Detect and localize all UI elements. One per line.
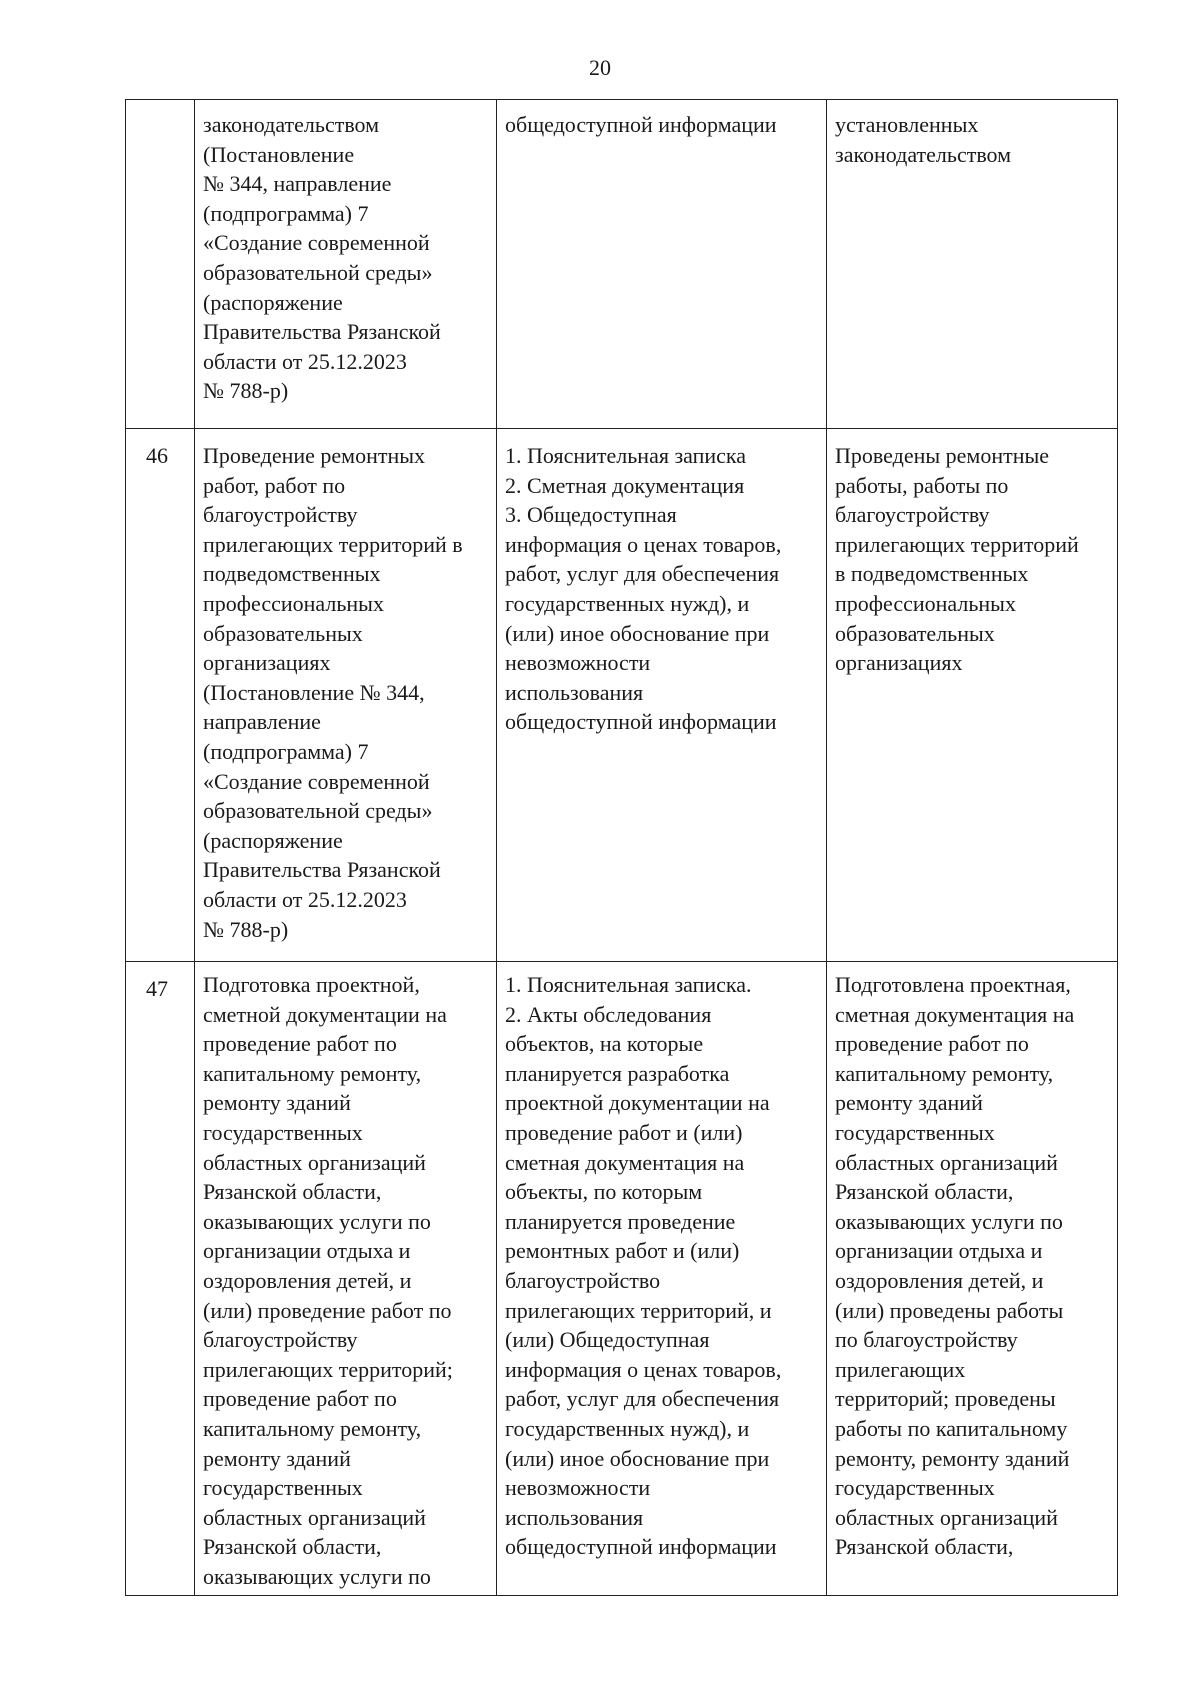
document-table: [125, 99, 1118, 1596]
documents-cell: 1. Пояснительная записка. 2. Акты обследования объектов, на которые планируется разработка проектной документации на проведение работ и (или) сметная документация на объекты, по которым планируется проведение ремонтных работ и (или) благоустройство прилегающих территорий, и (или) Общедоступная информация о ценах товаров, работ, услуг для обеспечения государственных нужд), и (или) иное обоснование при невозможности использования общедоступной информации: [497, 962, 827, 1596]
result-cell: установленных законодательством: [827, 100, 1118, 429]
activity-name-cell: Подготовка проектной, сметной документации на проведение работ по капитальному ремонту, ремонту зданий государственных областных организаций Рязанской области, оказывающих услуги по организации отдыха и оздоровления детей, и (или) проведение работ по благоустройству прилегающих территорий; проведение работ по капитальному ремонту, ремонту зданий государственных областных организаций Рязанской области, оказывающих услуги по: [195, 962, 497, 1596]
activity-name-cell: законодательством (Постановление № 344, направление (подпрограмма) 7 «Создание современной образовательной среды» (распоряжение Правительства Рязанской области от 25.12.2023 № 788-р): [195, 100, 497, 429]
row-number-cell: [126, 100, 195, 429]
documents-cell: общедоступной информации: [497, 100, 827, 429]
result-cell: Проведены ремонтные работы, работы по благоустройству прилегающих территорий в подведомственных профессиональных образовательных организациях: [827, 429, 1118, 962]
page-number: 20: [589, 55, 611, 80]
result-cell: Подготовлена проектная, сметная документация на проведение работ по капитальному ремонту, ремонту зданий государственных областных организаций Рязанской области, оказывающих услуги по организации отдыха и оздоровления детей, и (или) проведены работы по благоустройству прилегающих территорий; проведены работы по капитальному ремонту, ремонту зданий государственных областных организаций Рязанской области,: [827, 962, 1118, 1596]
table-row: [126, 100, 1118, 429]
documents-cell: 1. Пояснительная записка 2. Сметная документация 3. Общедоступная информация о ценах товаров, работ, услуг для обеспечения государственных нужд), и (или) иное обоснование при невозможности использования общедоступной информации: [497, 429, 827, 962]
table-row: [126, 962, 1118, 1596]
row-number-cell: 47: [126, 962, 195, 1596]
table-row: [126, 429, 1118, 962]
activity-name-cell: Проведение ремонтных работ, работ по благоустройству прилегающих территорий в подведомственных профессиональных образовательных организациях (Постановление № 344, направление (подпрограмма) 7 «Создание современной образовательной среды» (распоряжение Правительства Рязанской области от 25.12.2023 № 788-р): [195, 429, 497, 962]
row-number-cell: 46: [126, 429, 195, 962]
